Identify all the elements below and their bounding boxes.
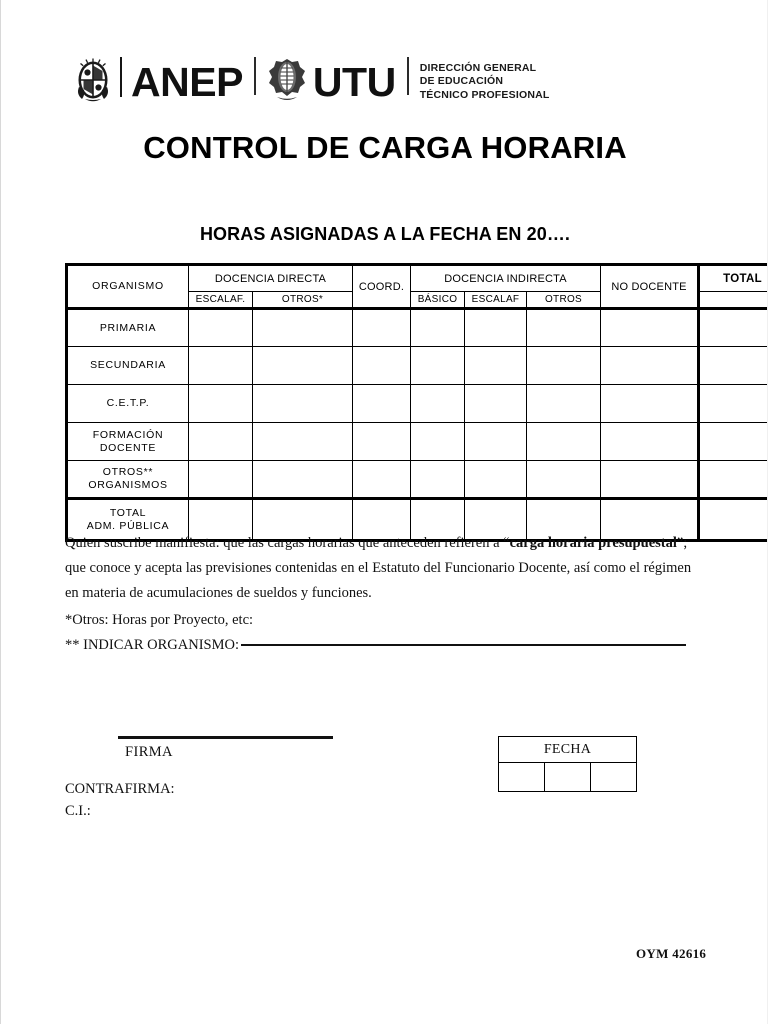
form-code: OYM 42616 [636,946,707,961]
cell-otros-escalaf-indirecta[interactable] [465,461,527,499]
contrafirma-label: CONTRAFIRMA: [65,781,175,797]
cell-secundaria-basico[interactable] [411,347,465,385]
footnote-indicar-organismo [65,637,705,654]
cell-cetp-otros-directa[interactable] [253,385,353,423]
cell-otros-total[interactable] [699,461,768,499]
cell-cetp-no-docente[interactable] [601,385,699,423]
fecha-cell-day[interactable] [499,763,545,792]
row-label-total-adm-publica-line1: TOTAL [109,506,147,519]
row-label-cetp: C.E.T.P. [67,385,189,423]
cell-formacion-coord[interactable] [353,423,411,461]
col-header-total: TOTAL [699,265,768,292]
cell-formacion-no-docente[interactable] [601,423,699,461]
col-subheader-escalaf-indirecta: ESCALAF [465,292,527,309]
row-label-primaria: PRIMARIA [67,309,189,347]
table-row [67,347,768,385]
total-column-spacer-cell [699,292,768,309]
cell-secundaria-otros-indirecta[interactable] [527,347,601,385]
table-row [67,309,768,347]
cell-primaria-total[interactable] [699,309,768,347]
cell-formacion-total[interactable] [699,423,768,461]
dgetp-subtitle-block [420,62,550,103]
cell-otros-coord[interactable] [353,461,411,499]
cell-primaria-escalaf-directa[interactable] [189,309,253,347]
table-row [67,423,768,461]
cell-otros-otros-indirecta[interactable] [527,461,601,499]
cell-primaria-no-docente[interactable] [601,309,699,347]
fecha-header: FECHA [499,737,637,763]
cell-primaria-coord[interactable] [353,309,411,347]
dgetp-line-3: TÉCNICO PROFESIONAL [419,88,550,101]
cell-total-total[interactable] [699,499,768,541]
cell-secundaria-total[interactable] [699,347,768,385]
cell-cetp-escalaf-indirecta[interactable] [465,385,527,423]
col-subheader-otros-directa: OTROS* [253,292,353,309]
footnote-indicar-organismo-label: ** INDICAR ORGANISMO: [65,637,240,653]
col-header-coord: COORD. [353,265,411,309]
col-header-no-docente: NO DOCENTE [601,265,699,309]
cell-cetp-escalaf-directa[interactable] [189,385,253,423]
table-row [67,461,768,499]
declaration-bold-phrase: carga horaria presupuestal [509,535,677,551]
dgetp-line-1: DIRECCIÓN GENERAL [419,61,537,74]
declaration-part-2: ”; que conoce y acepta las previsiones contenidas en el Estatuto del Funcionario Docente, así como el régimen en materia de acumulaciones de sueldos y funciones. [65,535,692,601]
cell-cetp-coord[interactable] [353,385,411,423]
cell-secundaria-no-docente[interactable] [601,347,699,385]
cell-secundaria-escalaf-directa[interactable] [189,347,253,385]
cell-secundaria-coord[interactable] [353,347,411,385]
declaration-paragraph [65,531,705,606]
row-label-otros-organismos-line1: OTROS** [102,466,154,478]
cell-secundaria-escalaf-indirecta[interactable] [465,347,527,385]
footnote-otros: *Otros: Horas por Proyecto, etc: [65,612,254,628]
logo-divider-1 [120,57,122,97]
page-title: CONTROL DE CARGA HORARIA [143,130,627,165]
cell-formacion-escalaf-directa[interactable] [189,423,253,461]
table-header-row-groups [67,265,768,292]
cell-cetp-basico[interactable] [411,385,465,423]
page-subtitle: HORAS ASIGNADAS A LA FECHA EN 20…. [199,224,571,244]
table-row [67,385,768,423]
fecha-cell-month[interactable] [545,763,591,792]
cell-primaria-otros-indirecta[interactable] [527,309,601,347]
row-label-formacion-docente [67,423,189,461]
fecha-header-row [499,737,637,763]
col-subheader-basico: BÁSICO [411,292,465,309]
cell-secundaria-otros-directa[interactable] [253,347,353,385]
col-subheader-otros-indirecta: OTROS [527,292,601,309]
anep-wordmark: ANEP [131,58,243,105]
row-label-secundaria: SECUNDARIA [67,347,189,385]
cell-primaria-otros-directa[interactable] [253,309,353,347]
row-label-otros-organismos [67,461,189,499]
indicar-organismo-write-in-line[interactable] [241,644,686,646]
cell-otros-no-docente[interactable] [601,461,699,499]
cell-formacion-basico[interactable] [411,423,465,461]
row-label-total-adm-publica-line2: ADM. PÚBLICA [86,519,170,532]
logo-divider-2 [254,57,256,95]
cell-formacion-otros-indirecta[interactable] [527,423,601,461]
declaration-part-1: Quien suscribe manifiesta: que las cargas horarias que anteceden refieren a “ [65,535,510,551]
logo-divider-3 [407,57,409,95]
firma-label: FIRMA [125,744,173,760]
col-subheader-escalaf-directa: ESCALAF. [189,292,253,309]
cell-cetp-total[interactable] [699,385,768,423]
row-label-formacion-docente-line2: DOCENTE [99,441,157,454]
utu-wordmark: UTU [312,58,396,105]
fecha-cell-year[interactable] [591,763,637,792]
uruguay-coat-of-arms-icon [75,57,111,108]
firma-signature-line[interactable] [118,736,333,739]
cell-primaria-basico[interactable] [411,309,465,347]
carga-horaria-table [65,263,768,542]
cell-otros-escalaf-directa[interactable] [189,461,253,499]
fecha-input-row [499,763,637,792]
institutional-logo-bar [75,57,550,107]
cell-otros-basico[interactable] [411,461,465,499]
row-label-formacion-docente-line1: FORMACIÓN [92,428,164,441]
col-header-organismo: ORGANISMO [67,265,189,309]
cell-formacion-escalaf-indirecta[interactable] [465,423,527,461]
row-label-otros-organismos-line2: ORGANISMOS [88,479,168,491]
cell-otros-otros-directa[interactable] [253,461,353,499]
col-header-docencia-indirecta: DOCENCIA INDIRECTA [411,265,601,292]
cell-formacion-otros-directa[interactable] [253,423,353,461]
col-header-docencia-directa: DOCENCIA DIRECTA [189,265,353,292]
dgetp-line-2: DE EDUCACIÓN [419,75,504,88]
cell-cetp-otros-indirecta[interactable] [527,385,601,423]
ci-label: C.I.: [65,803,91,819]
utu-gear-emblem-icon [267,57,307,108]
cell-primaria-escalaf-indirecta[interactable] [465,309,527,347]
fecha-table [498,736,637,792]
